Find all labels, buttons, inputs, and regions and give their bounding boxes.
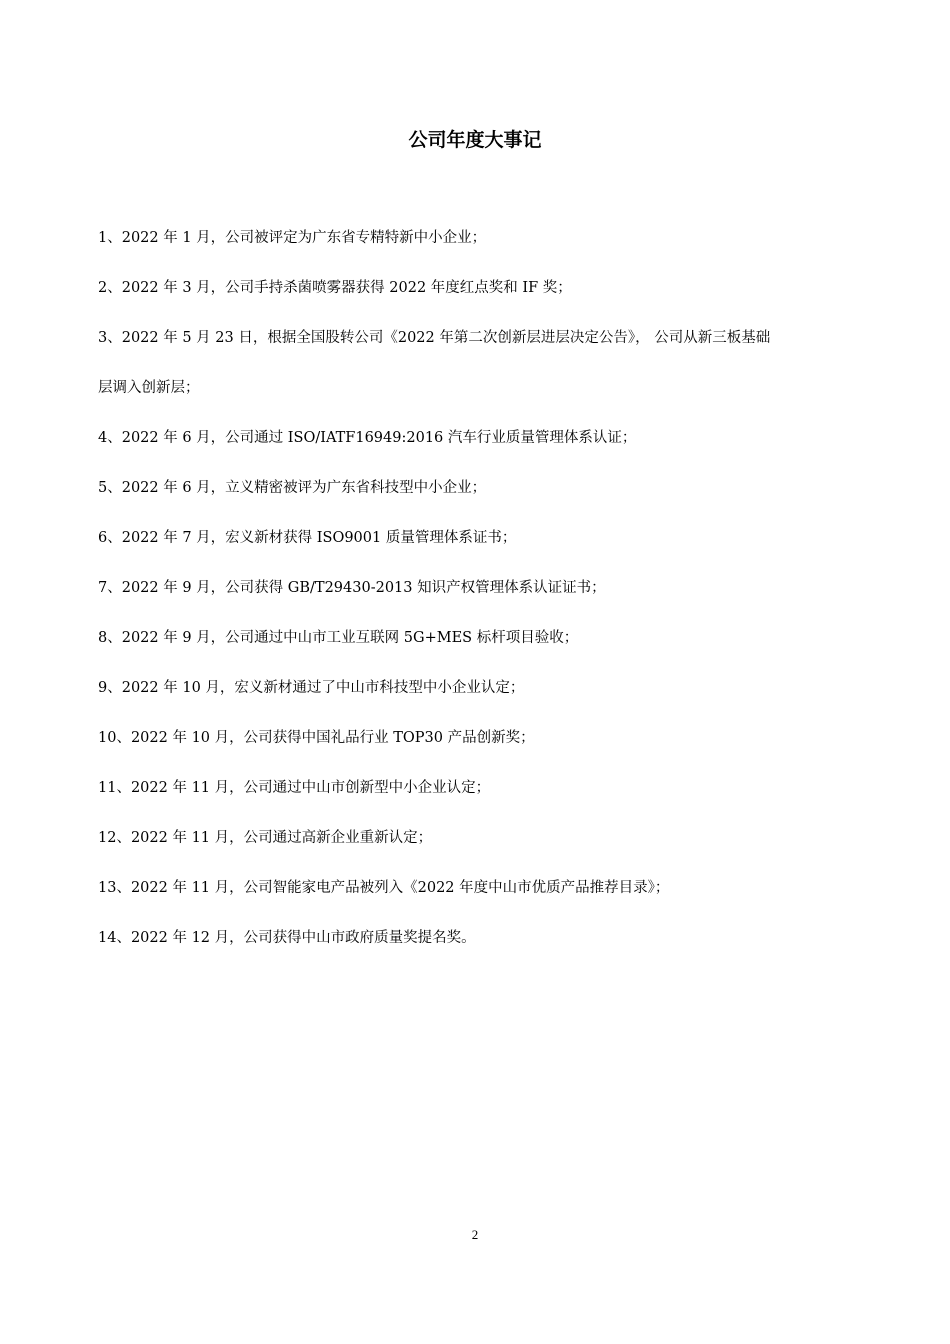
event-item-7: 7、2022 年 9 月，公司获得 GB/T29430-2013 知识产权管理体系认证证书；	[98, 580, 606, 596]
event-item-14: 14、2022 年 12 月，公司获得中山市政府质量奖提名奖。	[98, 930, 476, 946]
event-item-13: 13、2022 年 11 月，公司智能家电产品被列入《2022 年度中山市优质产品推荐目录》；	[98, 880, 670, 896]
event-item-3: 3、2022 年 5 月 23 日，根据全国股转公司《2022 年第二次创新层进层决定公告》， 公司从新三板基础	[98, 330, 771, 346]
event-item-9: 9、2022 年 10 月，宏义新材通过了中山市科技型中小企业认定；	[98, 680, 525, 696]
page-title: 公司年度大事记	[408, 129, 542, 151]
event-item-5: 5、2022 年 6 月，立义精密被评为广东省科技型中小企业；	[98, 480, 487, 496]
event-item-12: 12、2022 年 11 月，公司通过高新企业重新认定；	[98, 830, 433, 846]
page-number: 2	[471, 1227, 479, 1242]
event-item-10: 10、2022 年 10 月，公司获得中国礼品行业 TOP30 产品创新奖；	[98, 730, 535, 746]
event-item-3-continuation: 层调入创新层；	[98, 380, 200, 396]
event-item-4: 4、2022 年 6 月，公司通过 ISO/IATF16949:2016 汽车行业质量管理体系认证；	[98, 430, 637, 446]
event-list	[98, 226, 858, 976]
event-item-2: 2、2022 年 3 月，公司手持杀菌喷雾器获得 2022 年度红点奖和 IF 奖；	[98, 280, 572, 296]
event-item-11: 11、2022 年 11 月，公司通过中山市创新型中小企业认定；	[98, 780, 491, 796]
event-item-1: 1、2022 年 1 月，公司被评定为广东省专精特新中小企业；	[98, 230, 487, 246]
event-item-8: 8、2022 年 9 月，公司通过中山市工业互联网 5G+MES 标杆项目验收；	[98, 630, 579, 646]
event-item-6: 6、2022 年 7 月，宏义新材获得 ISO9001 质量管理体系证书；	[98, 530, 517, 546]
